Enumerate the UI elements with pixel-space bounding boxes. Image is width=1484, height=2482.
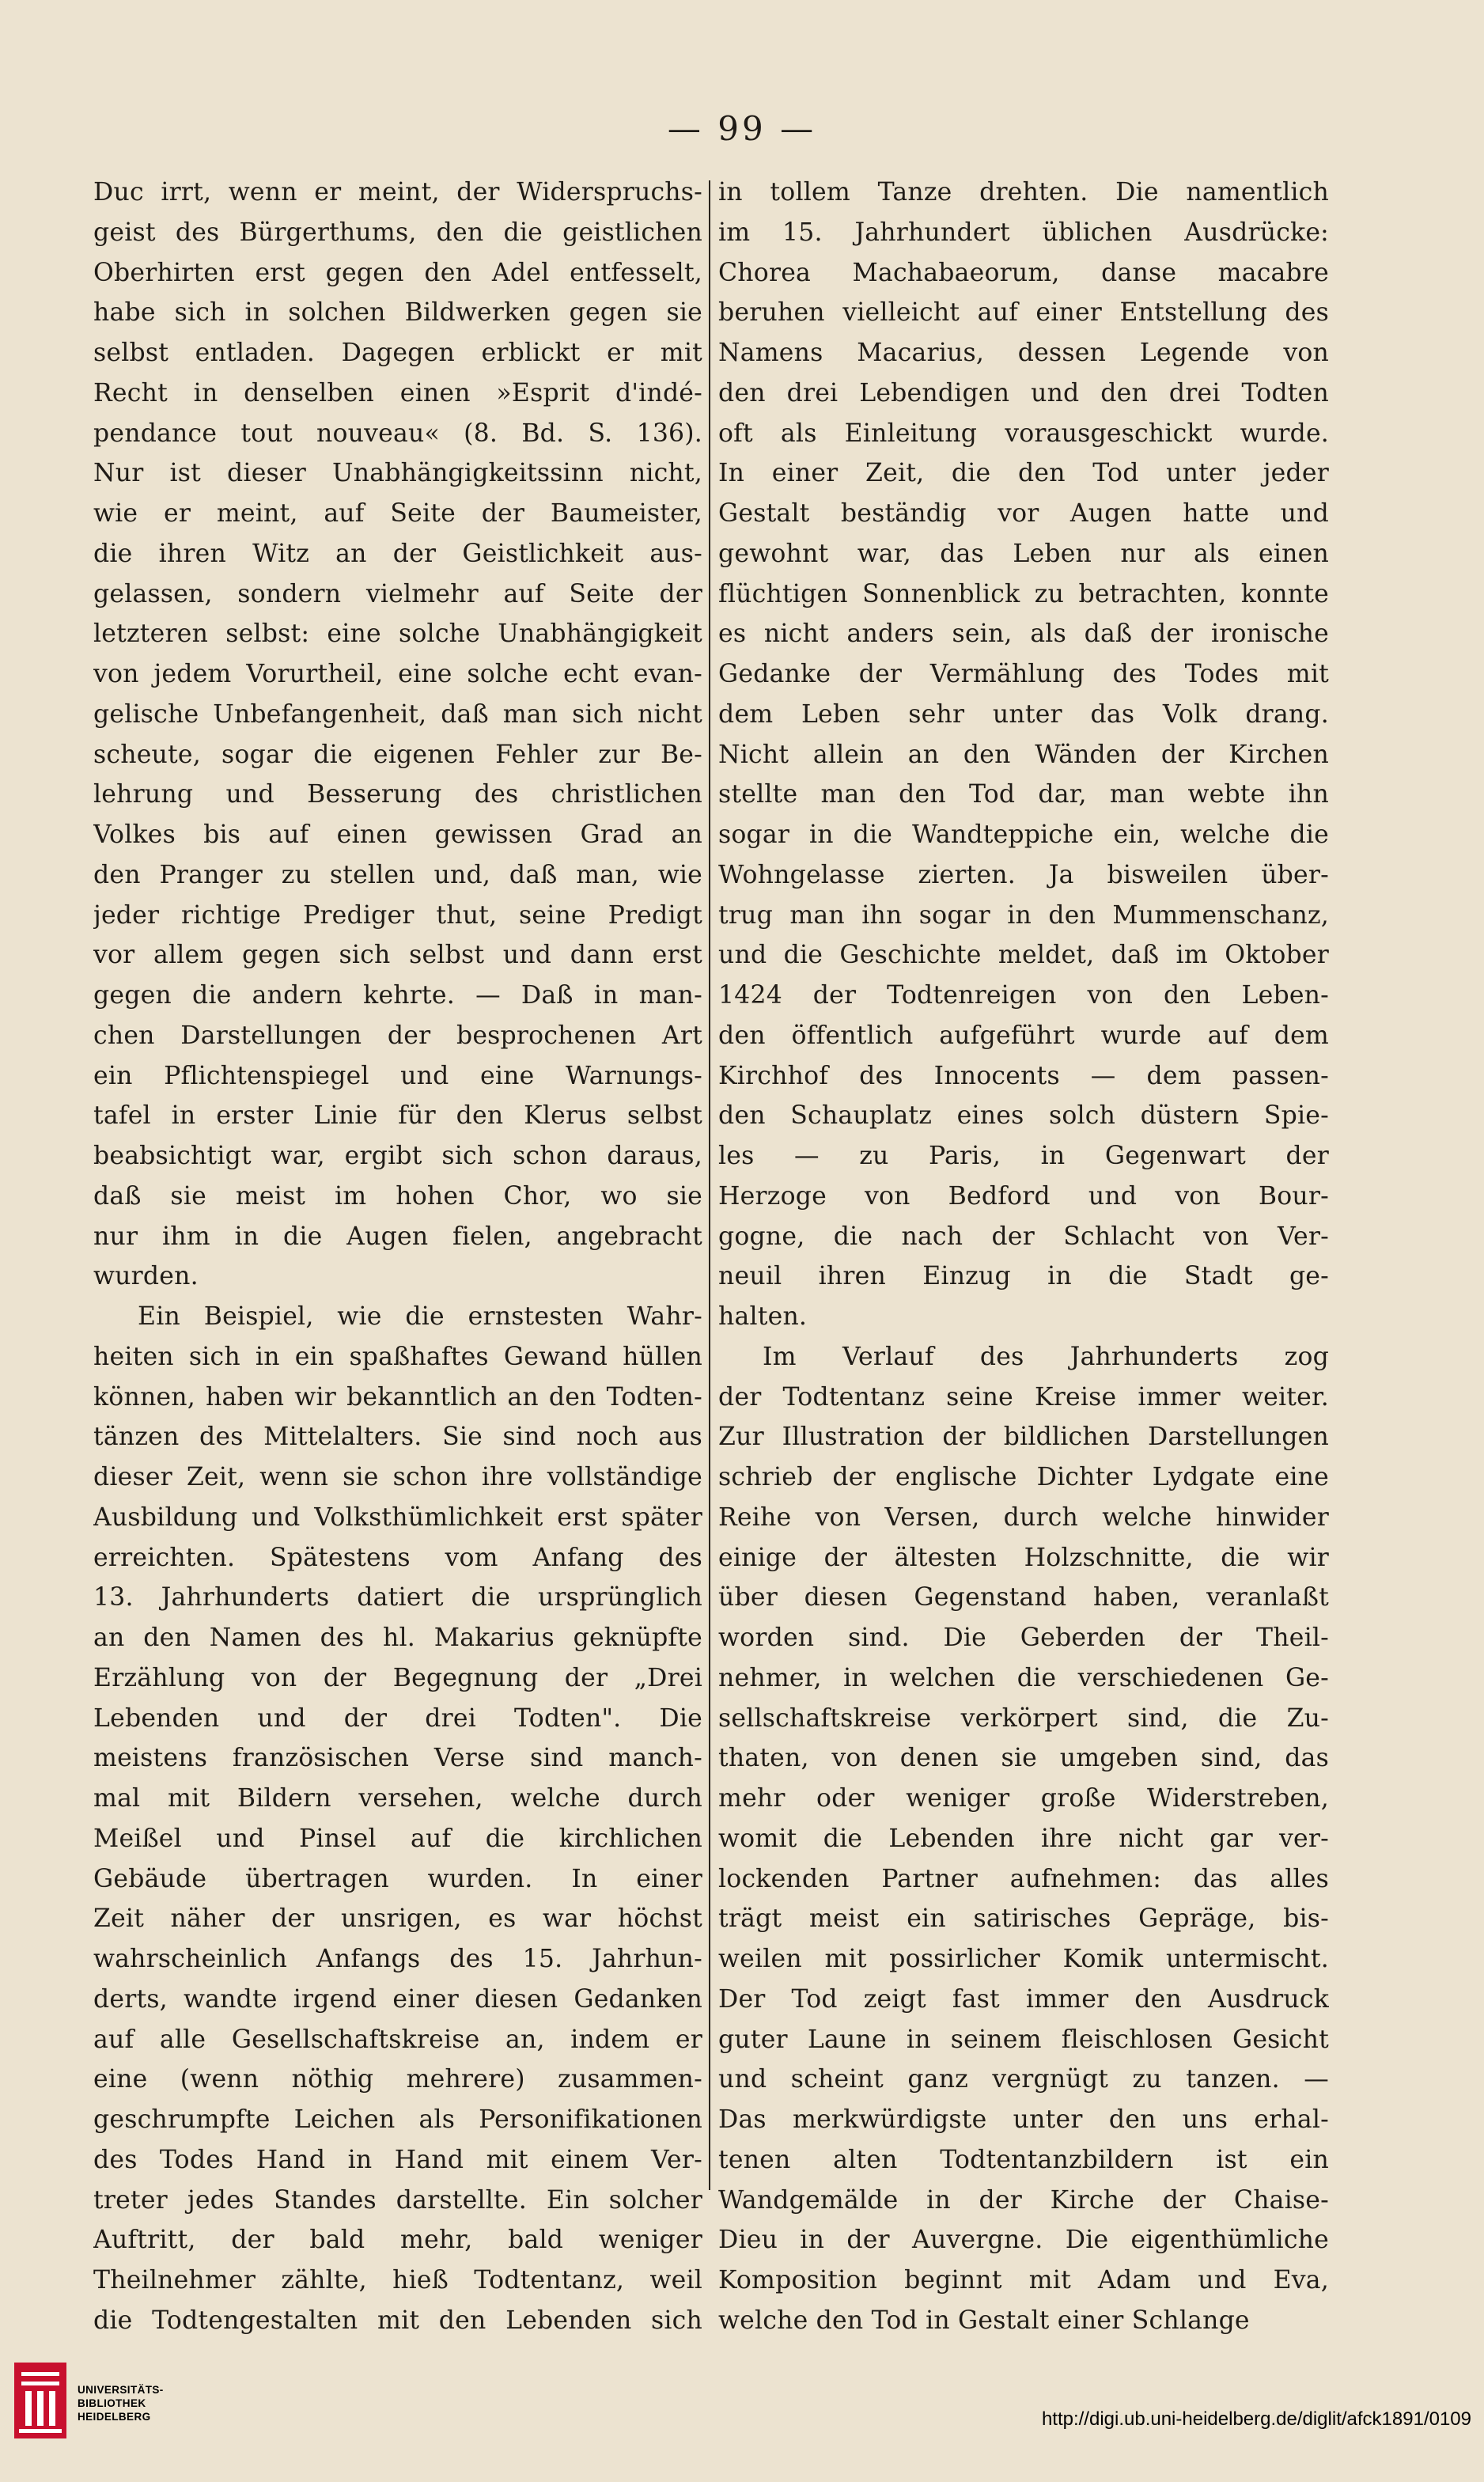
text-line: gewohnt war, das Leben nur als einen — [718, 539, 1329, 568]
text-line: pendance tout nouveau« (8. Bd. S. 136). — [93, 419, 702, 448]
text-line: es nicht anders sein, als daß der ironische — [718, 620, 1329, 649]
text-line: erreichten. Spätestens vom Anfang des — [93, 1543, 702, 1572]
text-line: 1424 der Todtenreigen von den Leben- — [718, 981, 1329, 1010]
text-line: Zur Illustration der bildlichen Darstellungen — [718, 1423, 1329, 1452]
text-line: Gebäude übertragen wurden. In einer — [93, 1864, 702, 1893]
text-line: Komposition beginnt mit Adam und Eva, — [718, 2266, 1329, 2294]
text-line: womit die Lebenden ihre nicht gar ver- — [718, 1824, 1329, 1853]
text-line: treter jedes Standes darstellte. Ein solcher — [93, 2185, 702, 2215]
text-line: den Pranger zu stellen und, daß man, wie — [93, 860, 702, 889]
text-line: trägt meist ein satirisches Gepräge, bis- — [718, 1904, 1329, 1934]
text-line: Wandgemälde in der Kirche der Chaise- — [718, 2185, 1329, 2215]
text-line: können, haben wir bekanntlich an den Todten- — [93, 1382, 702, 1412]
text-line: beruhen vielleicht auf einer Entstellung des — [718, 298, 1329, 328]
text-line: eine (wenn nöthig mehrere) zusammen- — [93, 2065, 702, 2094]
text-line: tafel in erster Linie für den Klerus selbst — [93, 1101, 702, 1131]
text-line: stellte man den Tod dar, man webte ihn — [718, 780, 1329, 809]
text-line: sellschaftskreise verkörpert sind, die Zu- — [718, 1703, 1329, 1733]
logo-line: UNIVERSITÄTS- — [78, 2384, 164, 2396]
text-line: les — zu Paris, in Gegenwart der — [718, 1142, 1329, 1170]
text-line: Gestalt beständig vor Augen hatte und — [718, 499, 1329, 528]
text-line: die Todtengestalten mit den Lebenden sich — [93, 2306, 702, 2335]
text-line: Lebenden und der drei Todten". Die — [93, 1703, 702, 1733]
right-text-column — [718, 172, 1329, 2335]
text-line: schrieb der englische Dichter Lydgate eine — [718, 1463, 1329, 1491]
text-line: auf alle Gesellschaftskreise an, indem er — [93, 2025, 702, 2054]
text-line: Im Verlauf des Jahrhunderts zog — [763, 1342, 1329, 1371]
text-line: den Schauplatz eines solch düstern Spie- — [718, 1101, 1329, 1131]
text-line: gogne, die nach der Schlacht von Ver- — [718, 1222, 1329, 1251]
text-line: sogar in die Wandteppiche ein, welche die — [718, 820, 1329, 849]
text-line: von jedem Vorurtheil, eine solche echt evan- — [93, 660, 702, 688]
text-line: heiten sich in ein spaßhaftes Gewand hüllen — [93, 1342, 702, 1371]
text-line: wie er meint, auf Seite der Baumeister, — [93, 499, 702, 528]
text-line: Volkes bis auf einen gewissen Grad an — [93, 820, 702, 849]
text-line: an den Namen des hl. Makarius geknüpfte — [93, 1624, 702, 1652]
text-line: selbst entladen. Dagegen erblickt er mit — [93, 339, 702, 367]
text-line: nehmer, in welchen die verschiedenen Ge- — [718, 1663, 1329, 1692]
text-line: trug man ihn sogar in den Mummenschanz, — [718, 900, 1329, 930]
text-line: halten. — [718, 1302, 808, 1331]
text-line: Meißel und Pinsel auf die kirchlichen — [93, 1824, 702, 1853]
text-line: meistens französischen Verse sind manch- — [93, 1744, 702, 1773]
text-line: beabsichtigt war, ergibt sich schon daraus, — [93, 1142, 702, 1170]
text-line: ein Pflichtenspiegel und eine Warnungs- — [93, 1061, 702, 1090]
text-line: die ihren Witz an der Geistlichkeit aus- — [93, 539, 702, 568]
text-line: und scheint ganz vergnügt zu tanzen. — — [718, 2065, 1329, 2094]
text-line: Reihe von Versen, durch welche hinwider — [718, 1502, 1329, 1532]
text-line: Ausbildung und Volksthümlichkeit erst später — [93, 1502, 702, 1532]
text-line: Der Tod zeigt fast immer den Ausdruck — [718, 1984, 1329, 2014]
text-line: nur ihm in die Augen fielen, angebracht — [93, 1222, 702, 1251]
footer — [0, 2359, 1484, 2446]
text-line: neuil ihren Einzug in die Stadt ge- — [718, 1262, 1329, 1291]
text-line: gelassen, sondern vielmehr auf Seite der — [93, 579, 702, 608]
text-line: lockenden Partner aufnehmen: das alles — [718, 1864, 1329, 1893]
text-line: thaten, von denen sie umgeben sind, das — [718, 1744, 1329, 1773]
text-line: wurden. — [93, 1262, 199, 1291]
text-line: gelische Unbefangenheit, daß man sich nicht — [93, 699, 702, 729]
text-line: den drei Lebendigen und den drei Todten — [718, 378, 1329, 407]
text-line: Erzählung von der Begegnung der „Drei — [93, 1663, 702, 1692]
text-line: jeder richtige Prediger thut, seine Predigt — [93, 900, 702, 930]
library-logo — [14, 2359, 204, 2446]
source-url-link[interactable]: http://digi.ub.uni-heidelberg.de/diglit/afck1891/0109 — [1041, 2408, 1471, 2430]
logo-line: BIBLIOTHEK — [78, 2397, 146, 2409]
text-line: des Todes Hand in Hand mit einem Ver- — [93, 2145, 702, 2174]
text-line: scheute, sogar die eigenen Fehler zur Be- — [93, 740, 702, 769]
text-line: wahrscheinlich Anfangs des 15. Jahrhun- — [93, 1945, 702, 1973]
text-line: mal mit Bildern versehen, welche durch — [93, 1784, 702, 1813]
text-line: 13. Jahrhunderts datiert die ursprünglich — [93, 1583, 702, 1612]
text-line: mehr oder weniger große Widerstreben, — [718, 1784, 1329, 1813]
text-line: Wohngelasse zierten. Ja bisweilen über- — [718, 860, 1329, 889]
text-line: tänzen des Mittelalters. Sie sind noch aus — [93, 1423, 702, 1452]
text-line: vor allem gegen sich selbst und dann erst — [93, 941, 702, 970]
text-line: über diesen Gegenstand haben, veranlaßt — [718, 1583, 1329, 1612]
text-line: letzteren selbst: eine solche Unabhängigkeit — [93, 620, 702, 649]
text-line: Gedanke der Vermählung des Todes mit — [718, 660, 1329, 688]
text-line: Ein Beispiel, wie die ernstesten Wahr- — [138, 1302, 702, 1331]
text-line: einige der ältesten Holzschnitte, die wir — [718, 1543, 1329, 1572]
library-logo-text — [78, 2383, 164, 2423]
text-line: Oberhirten erst gegen den Adel entfesselt, — [93, 258, 702, 287]
text-line: Dieu in der Auvergne. Die eigenthümliche — [718, 2226, 1329, 2255]
text-line: flüchtigen Sonnenblick zu betrachten, konnte — [718, 579, 1329, 608]
text-line: tenen alten Todtentanzbildern ist ein — [718, 2145, 1329, 2174]
text-line: Nur ist dieser Unabhängigkeitssinn nicht, — [93, 459, 702, 488]
text-line: Chorea Machabaeorum, danse macabre — [718, 258, 1329, 287]
text-line: den öffentlich aufgeführt wurde auf dem — [718, 1021, 1329, 1050]
text-line: Theilnehmer zählte, hieß Todtentanz, weil — [93, 2266, 702, 2294]
text-line: daß sie meist im hohen Chor, wo sie — [93, 1181, 702, 1211]
text-line: Herzoge von Bedford und von Bour- — [718, 1181, 1329, 1211]
left-text-column — [93, 172, 702, 2335]
text-line: guter Laune in seinem fleischlosen Gesicht — [718, 2025, 1329, 2054]
text-line: der Todtentanz seine Kreise immer weiter. — [718, 1382, 1329, 1412]
university-library-logo-icon — [14, 2363, 66, 2438]
text-line: im 15. Jahrhundert üblichen Ausdrücke: — [718, 218, 1329, 247]
column-divider — [709, 180, 710, 2190]
text-line: Duc irrt, wenn er meint, der Widerspruchs- — [93, 178, 702, 207]
text-line: geschrumpfte Leichen als Personifikationen — [93, 2105, 702, 2134]
text-line: In einer Zeit, die den Tod unter jeder — [718, 459, 1329, 488]
text-line: Das merkwürdigste unter den uns erhal- — [718, 2105, 1329, 2134]
text-line: gegen die andern kehrte. — Daß in man- — [93, 981, 702, 1010]
text-line: Nicht allein an den Wänden der Kirchen — [718, 740, 1329, 769]
logo-line: HEIDELBERG — [78, 2411, 151, 2423]
text-line: Auftritt, der bald mehr, bald weniger — [93, 2226, 702, 2255]
text-line: worden sind. Die Geberden der Theil- — [718, 1624, 1329, 1652]
text-line: weilen mit possirlicher Komik untermischt. — [718, 1945, 1329, 1973]
text-line: dem Leben sehr unter das Volk drang. — [718, 699, 1329, 729]
text-line: derts, wandte irgend einer diesen Gedanken — [93, 1984, 702, 2014]
text-line: Kirchhof des Innocents — dem passen- — [718, 1061, 1329, 1090]
text-line: habe sich in solchen Bildwerken gegen sie — [93, 298, 702, 328]
text-line: und die Geschichte meldet, daß im Oktober — [718, 941, 1329, 970]
text-line: dieser Zeit, wenn sie schon ihre vollständige — [93, 1463, 702, 1491]
text-line: Namens Macarius, dessen Legende von — [718, 339, 1329, 367]
text-line: geist des Bürgerthums, den die geistlichen — [93, 218, 702, 247]
text-line: welche den Tod in Gestalt einer Schlange — [718, 2306, 1250, 2335]
text-line: Recht in denselben einen »Esprit d'indé- — [93, 378, 702, 407]
text-line: chen Darstellungen der besprochenen Art — [93, 1021, 702, 1050]
page-number: — 99 — — [667, 109, 817, 148]
text-line: oft als Einleitung vorausgeschickt wurde. — [718, 419, 1329, 448]
text-line: Zeit näher der unsrigen, es war höchst — [93, 1904, 702, 1934]
text-line: in tollem Tanze drehten. Die namentlich — [718, 178, 1329, 207]
text-line: lehrung und Besserung des christlichen — [93, 780, 702, 809]
